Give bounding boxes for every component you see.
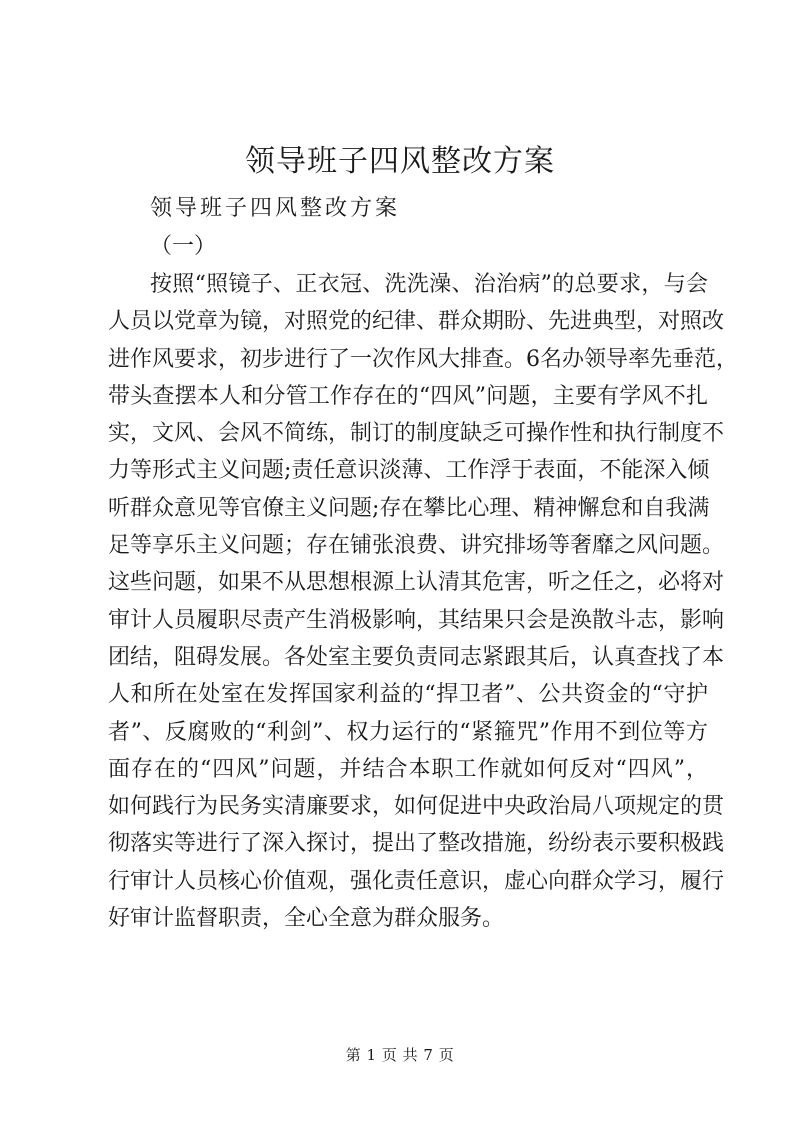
- paragraph-line: 力等形式主义问题;责任意识淡薄、工作浮于表面，不能深入倾: [108, 458, 710, 484]
- page-number-footer: 第 1 页 共 7 页: [345, 1046, 455, 1064]
- paragraph-line: 者”、反腐败的“利剑”、权力运行的“紧箍咒”作用不到位等方: [108, 719, 708, 745]
- paragraph-line: 实，文风、会风不简练，制订的制度缺乏可操作性和执行制度不: [108, 421, 725, 447]
- paragraph-line: 进作风要求，初步进行了一次作风大排查。6名办领导率先垂范，: [108, 346, 738, 372]
- paragraph-line: 人员以党章为镜，对照党的纪律、群众期盼、先进典型，对照改: [108, 309, 725, 335]
- section-label: （一）: [150, 234, 217, 259]
- paragraph-line: 行审计人员核心价值观，强化责任意识，虚心向群众学习，履行: [108, 868, 725, 894]
- paragraph-line: 彻落实等进行了深入探讨，提出了整改措施，纷纷表示要积极践: [108, 831, 725, 857]
- paragraph-line: 按照“照镜子、正衣冠、洗洗澡、治治病”的总要求，与会: [150, 272, 708, 297]
- paragraph-line: 带头查摆本人和分管工作存在的“四风”问题，主要有学风不扎: [108, 383, 708, 409]
- paragraph-line: 这些问题，如果不从思想根源上认清其危害，听之任之，必将对: [108, 570, 725, 596]
- document-title: 领导班子四风整改方案: [245, 144, 555, 179]
- paragraph-line: 面存在的“四风”问题，并结合本职工作就如何反对“四风”，: [108, 756, 708, 782]
- paragraph-line: 团结，阻碍发展。各处室主要负责同志紧跟其后，认真查找了本: [108, 644, 725, 670]
- paragraph-line: 听群众意见等官僚主义问题;存在攀比心理、精神懈怠和自我满: [108, 495, 710, 521]
- body-paragraph: [108, 266, 738, 937]
- paragraph-line: 足等享乐主义问题；存在铺张浪费、讲究排场等奢靡之风问题。: [108, 533, 725, 559]
- paragraph-line: 如何践行为民务实清廉要求，如何促进中央政治局八项规定的贯: [108, 794, 725, 820]
- paragraph-line: 审计人员履职尽责产生消极影响，其结果只会是涣散斗志，影响: [108, 607, 725, 633]
- paragraph-line: 人和所在处室在发挥国家利益的“捍卫者”、公共资金的“守护: [108, 682, 708, 708]
- paragraph-line: 好审计监督职责，全心全意为群众服务。: [108, 906, 505, 932]
- document-subtitle: 领导班子四风整改方案: [150, 196, 401, 221]
